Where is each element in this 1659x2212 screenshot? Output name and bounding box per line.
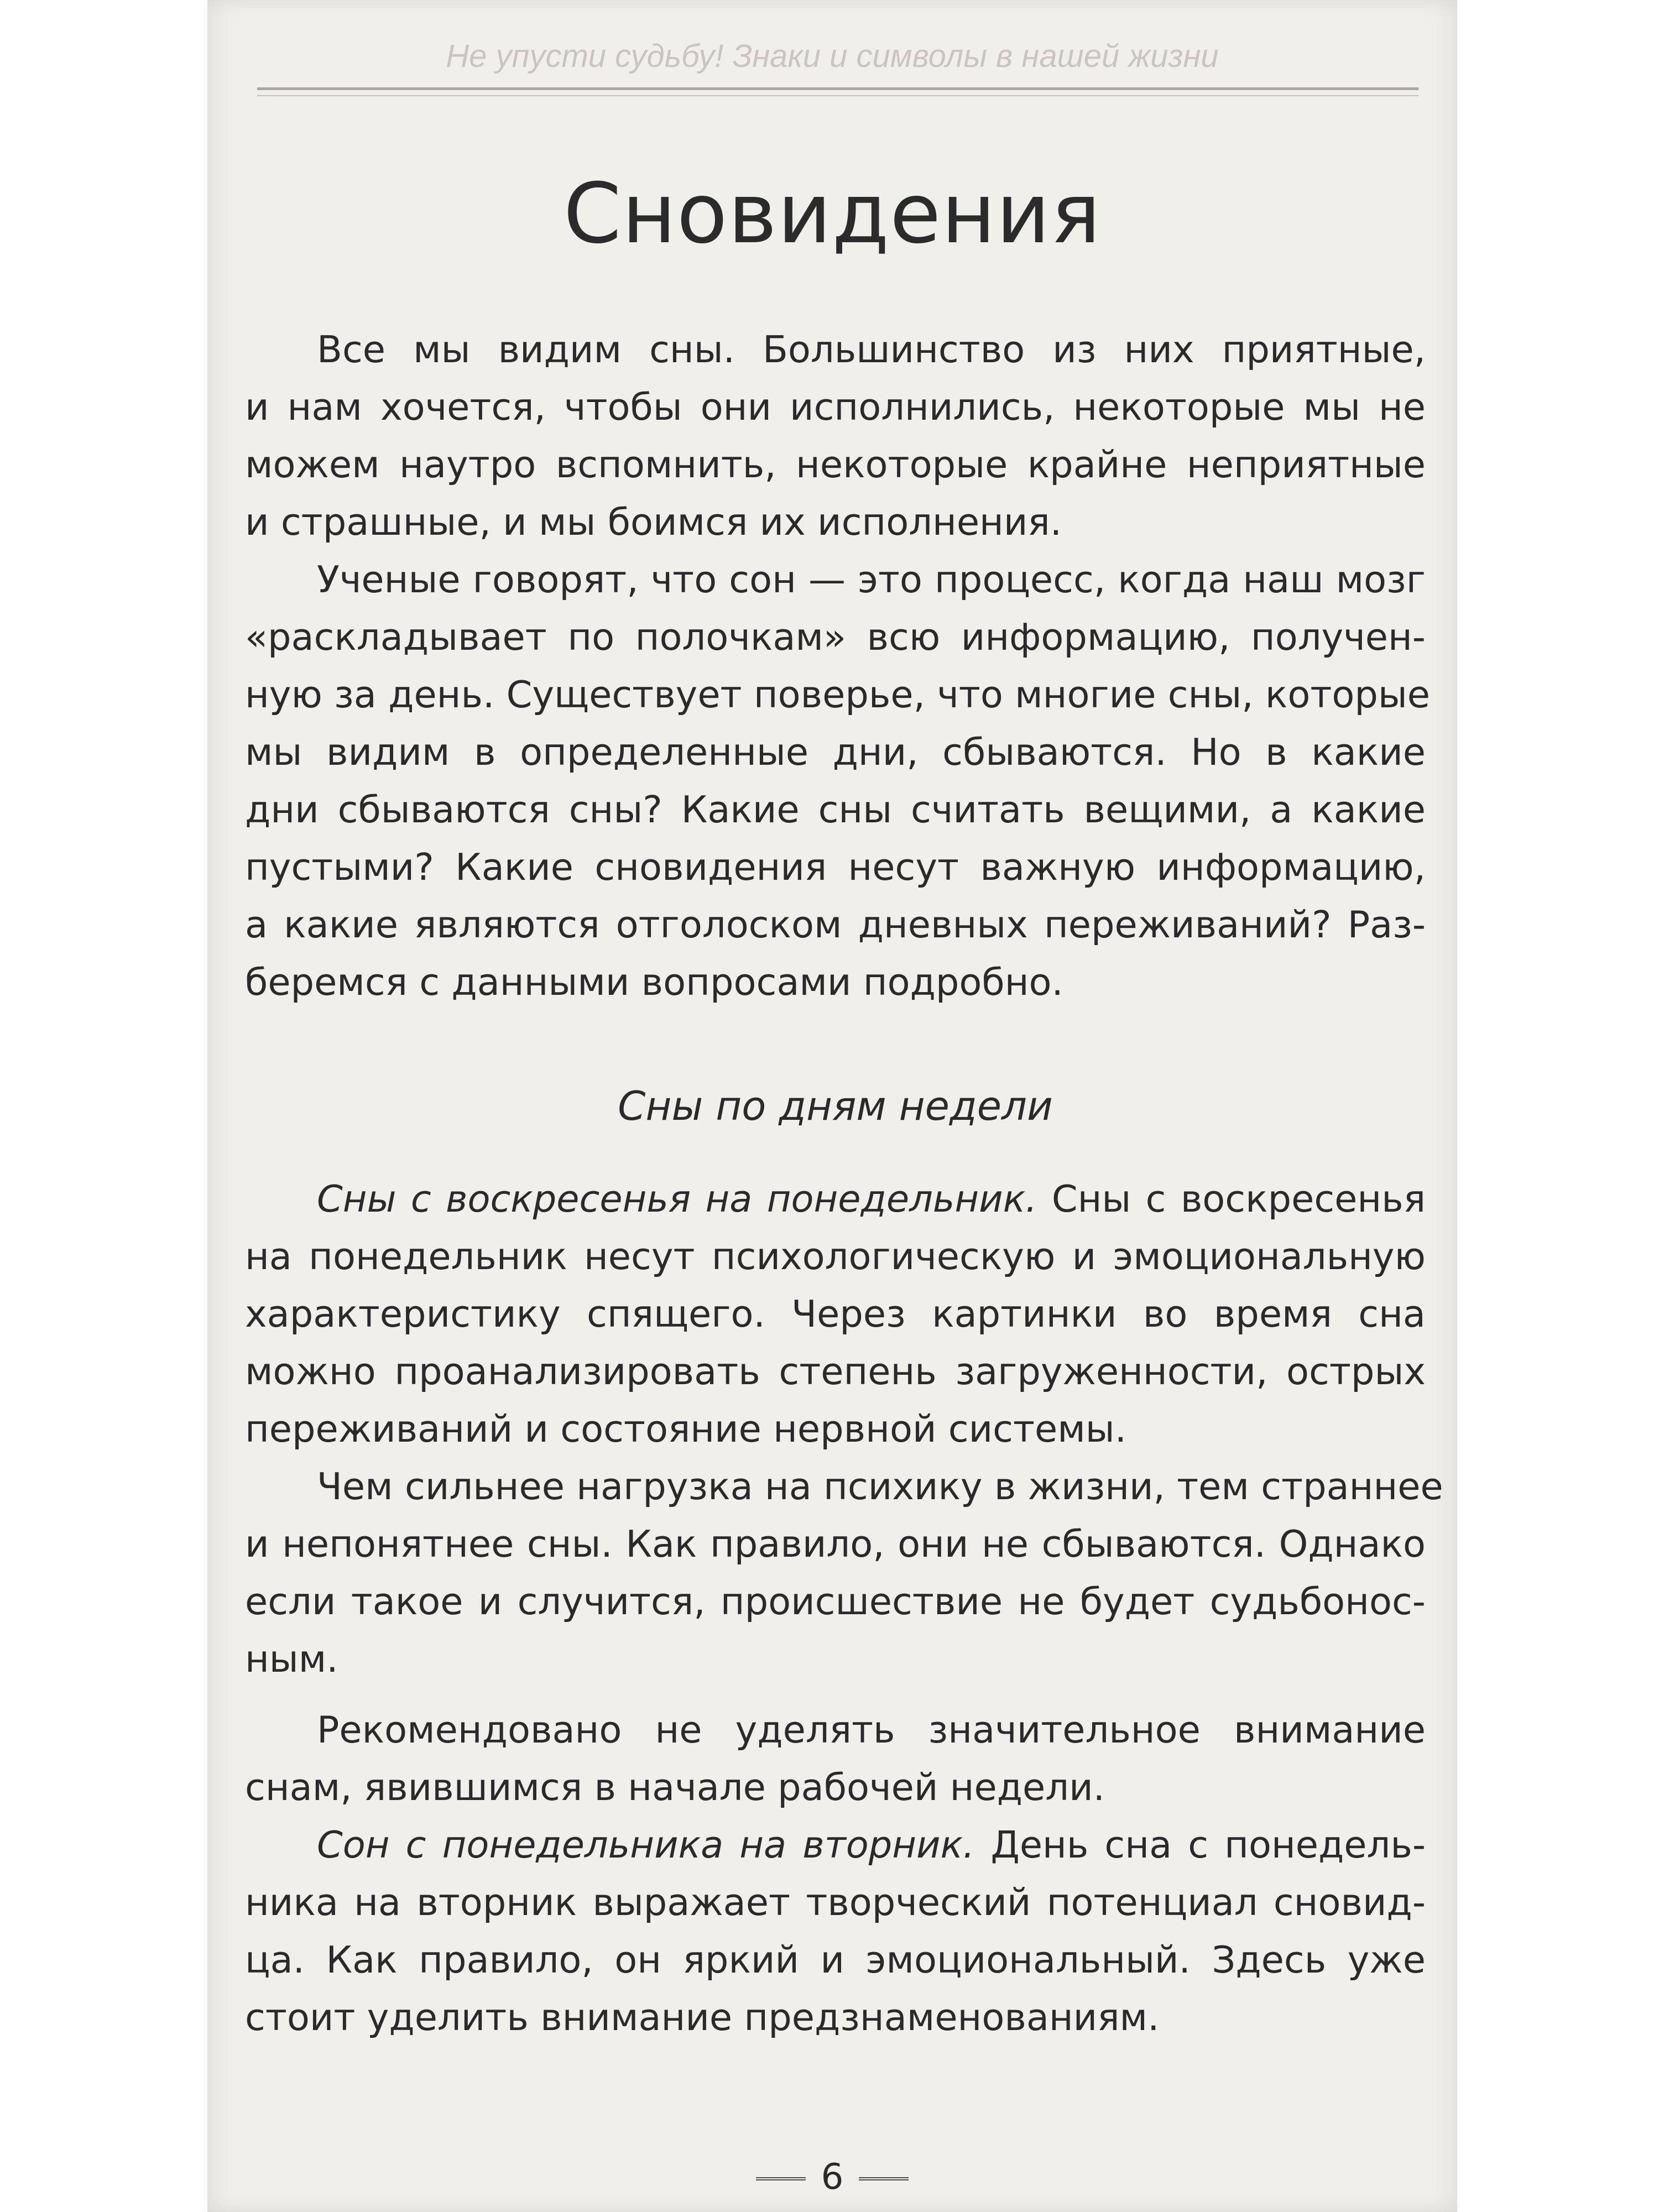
text-line: ную за день. Существует поверье, что многие сны, которые (245, 673, 1430, 716)
body-text (245, 321, 1443, 2046)
page-number-footer (207, 2157, 1457, 2198)
italic-lead: Сны с воскресенья на понедельник. (317, 1177, 1037, 1220)
text-line: и нам хочется, чтобы они исполнились, некоторые мы не (245, 385, 1426, 429)
text-line: Ученые говорят, что сон — это процесс, когда наш мозг (317, 558, 1426, 601)
running-header: Не упусти судьбу! Знаки и символы в нашей жизни (446, 38, 1219, 74)
text-line: беремся с данными вопросами подробно. (245, 961, 1063, 1004)
page-number: 6 (821, 2157, 844, 2198)
text-line: мы видим в определенные дни, сбываются. Но в какие (245, 731, 1426, 774)
paragraph-1 (245, 321, 1426, 551)
paragraph-6 (245, 1816, 1426, 2046)
footer-ornament-left (756, 2177, 806, 2180)
text-line: Все мы видим сны. Большинство из них приятные, (317, 328, 1426, 371)
section-title: Сны по дням недели (618, 1083, 1053, 1129)
text-line: пустыми? Какие сновидения несут важную информацию, (245, 846, 1426, 889)
footer-ornament-right (859, 2177, 909, 2180)
text-line: характеристику спящего. Через картинки во время сна (245, 1292, 1426, 1335)
book-page (207, 0, 1457, 2212)
text-line: ным. (245, 1637, 338, 1681)
spacer (245, 1135, 1426, 1148)
italic-lead: Сон с понедельника на вторник. (317, 1823, 975, 1866)
spacer (245, 1011, 1426, 1077)
text-line: можем наутро вспомнить, некоторые крайне неприятные (245, 443, 1426, 486)
text-line (245, 1170, 1426, 1228)
paragraph-2 (245, 551, 1430, 1011)
spacer (245, 1148, 1426, 1170)
chapter-title: Сновидения (563, 166, 1102, 262)
text-line: можно проанализировать степень загруженности, острых (245, 1350, 1426, 1393)
paragraph-5 (245, 1701, 1426, 1816)
text-line: «раскладывает по полочкам» всю информацию, получен- (245, 615, 1426, 659)
header-rule (257, 87, 1418, 90)
text-line: ца. Как правило, он яркий и эмоциональный. Здесь уже (245, 1938, 1426, 1981)
text-line: переживаний и состояние нервной системы. (245, 1407, 1126, 1451)
text-line: Рекомендовано не уделять значительное внимание (317, 1708, 1426, 1751)
spacer (245, 1688, 1426, 1701)
text-line: и непонятнее сны. Как правило, они не сбываются. Однако (245, 1522, 1426, 1566)
text-run: Сны с воскресенья (1037, 1177, 1426, 1220)
paragraph-4 (245, 1458, 1443, 1688)
paragraph-3 (245, 1170, 1426, 1458)
text-line: на понедельник несут психологическую и эмоциональную (245, 1235, 1426, 1278)
header-rule-thin (257, 95, 1418, 96)
text-line: ника на вторник выражает творческий потенциал сновид- (245, 1881, 1426, 1924)
text-run: День сна с понедель- (974, 1823, 1426, 1866)
text-line: снам, явившимся в начале рабочей недели. (245, 1766, 1105, 1809)
text-line: если такое и случится, происшествие не будет судьбонос- (245, 1580, 1426, 1623)
text-line: стоит уделить внимание предзнаменованиям. (245, 1996, 1160, 2039)
text-line: дни сбываются сны? Какие сны считать вещими, а какие (245, 788, 1426, 831)
text-line: Чем сильнее нагрузка на психику в жизни, тем страннее (317, 1465, 1443, 1508)
text-line: и страшные, и мы боимся их исполнения. (245, 500, 1062, 544)
text-line (245, 1816, 1426, 1874)
text-line: а какие являются отголоском дневных переживаний? Раз- (245, 903, 1426, 946)
